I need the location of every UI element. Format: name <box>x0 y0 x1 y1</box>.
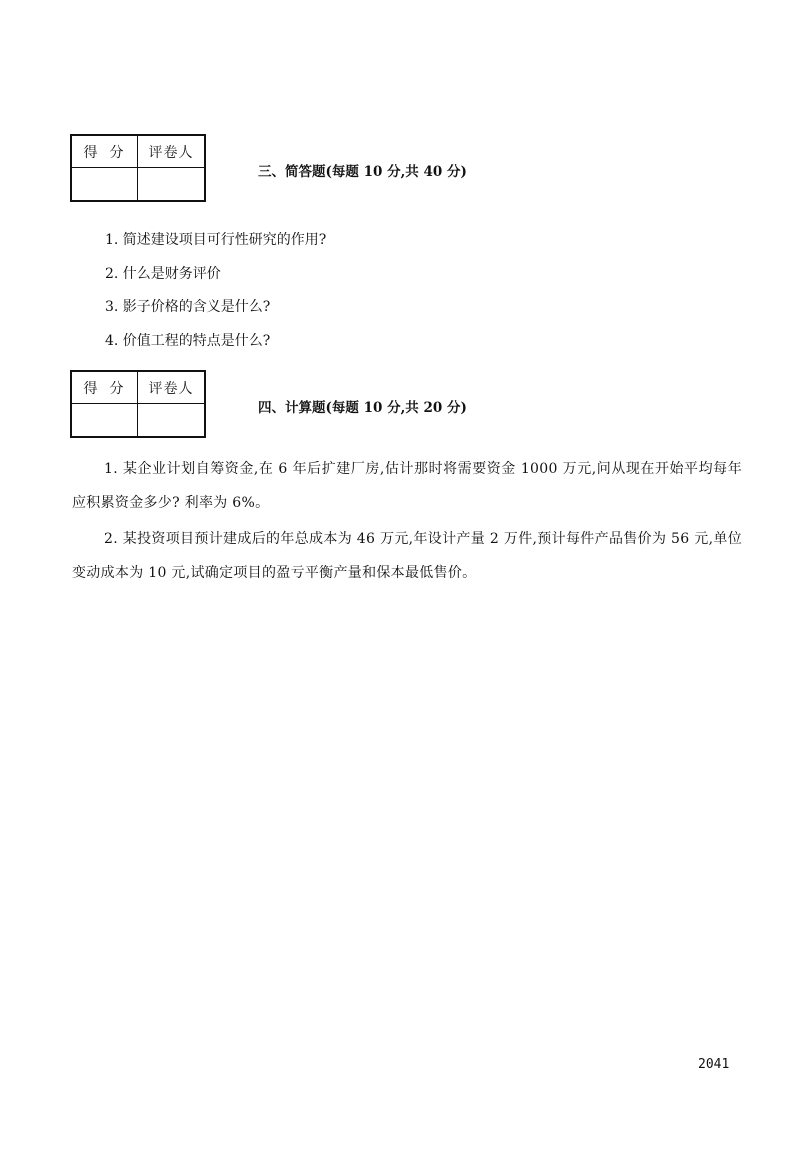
section4-question-2: 2. 某投资项目预计建成后的年总成本为 46 万元,年设计产量 2 万件,预计每件产品售价为 56 元,单位变动成本为 10 元,试确定项目的盈亏平衡产量和保本最低售价。 <box>72 531 742 581</box>
section3-title: 三、简答题(每题 10 分,共 40 分) <box>258 164 467 180</box>
section3-question-3: 3. 影子价格的含义是什么? <box>105 299 271 315</box>
section4-title: 四、计算题(每题 10 分,共 20 分) <box>258 400 467 416</box>
score-value-cell <box>72 168 138 200</box>
section4-question-1: 1. 某企业计划自筹资金,在 6 年后扩建厂房,估计那时将需要资金 1000 万元,问从现在开始平均每年应积累资金多少? 利率为 6%。 <box>72 461 742 511</box>
section3-question-2: 2. 什么是财务评价 <box>105 266 221 282</box>
grader-header: 评卷人 <box>138 372 204 404</box>
section3-question-1: 1. 简述建设项目可行性研究的作用? <box>105 232 327 248</box>
grader-value-cell <box>138 404 204 436</box>
page-number: 2041 <box>698 1057 730 1072</box>
score-header: 得分 <box>72 372 138 404</box>
score-header: 得分 <box>72 136 138 168</box>
score-value-cell <box>72 404 138 436</box>
grader-header: 评卷人 <box>138 136 204 168</box>
section3-question-4: 4. 价值工程的特点是什么? <box>105 333 271 349</box>
score-table-section3 <box>70 134 206 202</box>
score-table-section4 <box>70 370 206 438</box>
grader-value-cell <box>138 168 204 200</box>
